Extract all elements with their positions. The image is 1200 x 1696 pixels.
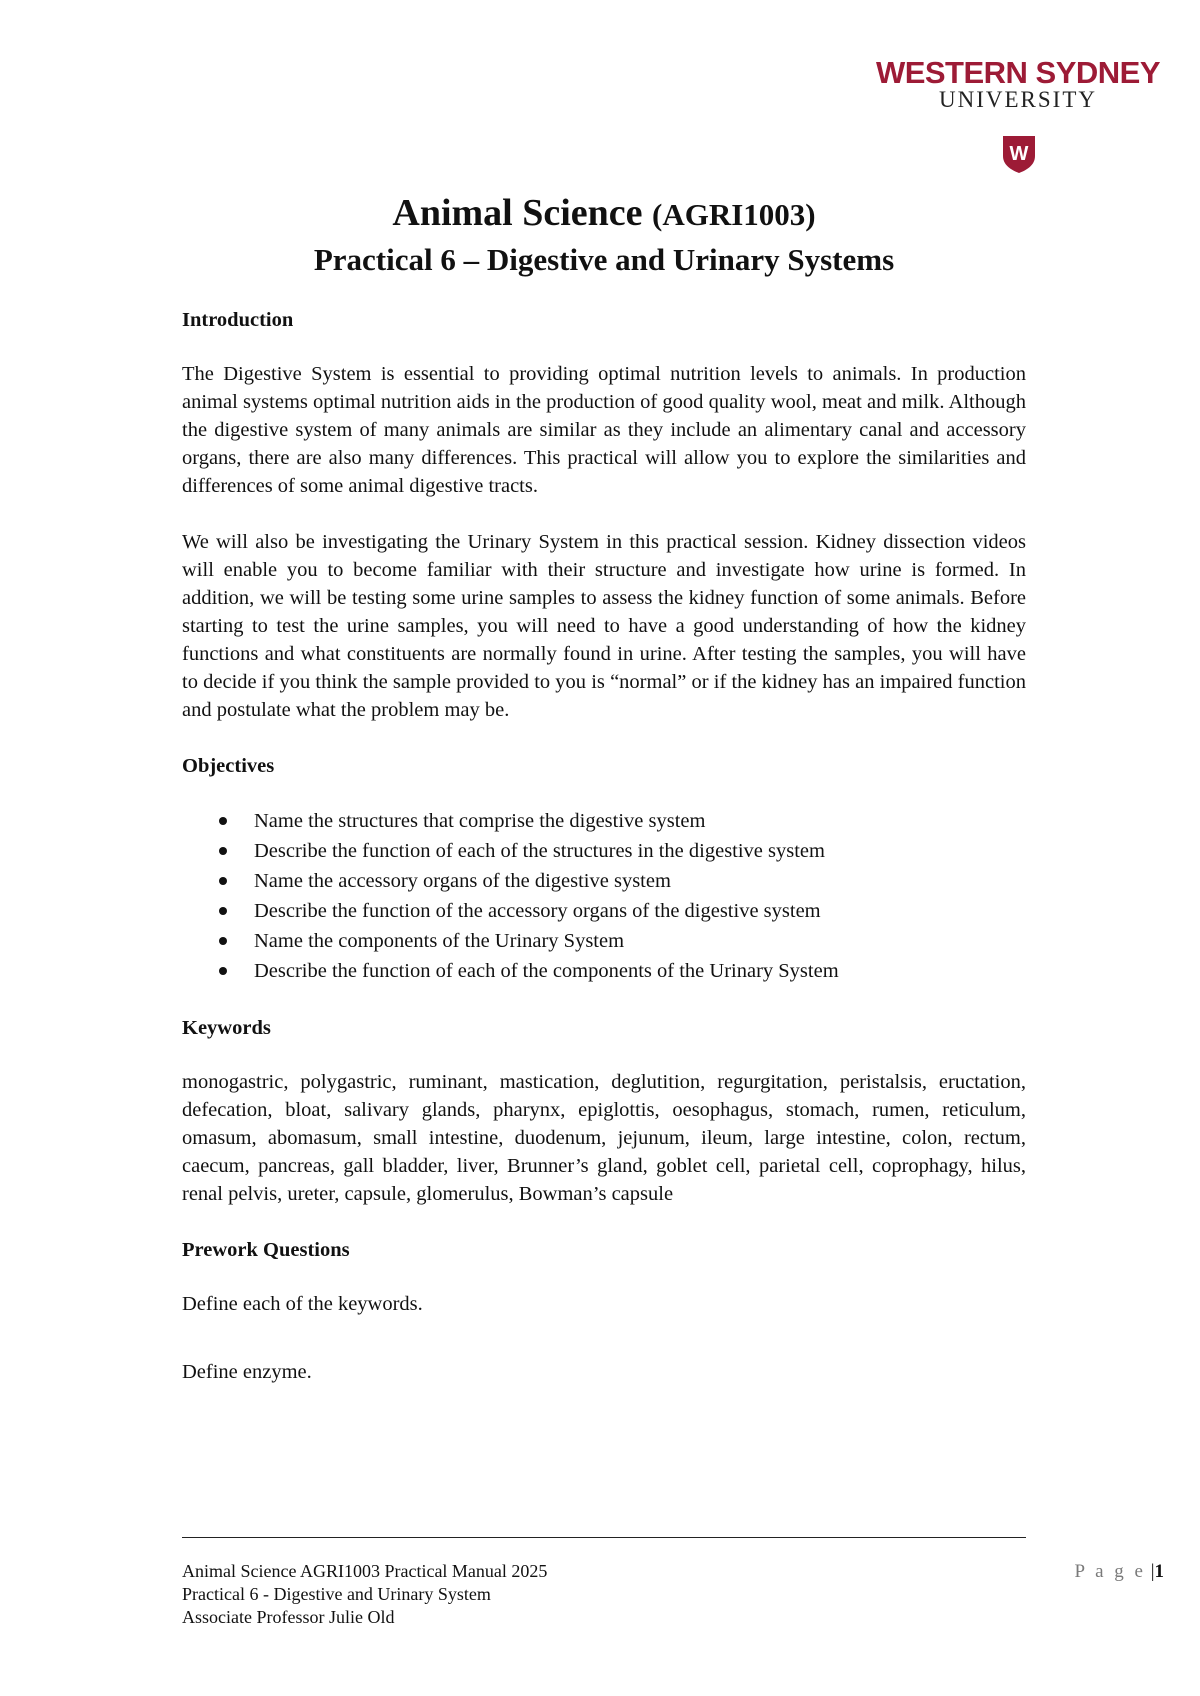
introduction-heading: Introduction <box>182 309 294 331</box>
introduction-paragraph: We will also be investigating the Urinary System in this practical session. Kidney dissection videos will enable you to become familiar with their structure and investigate how urine is formed. In addition, we will be testing some urine samples to assess the kidney function of some animals. Before starting to test the urine samples, you will need to have a good understanding of how the kidney functions and what constituents are normally found in urine. After testing the samples, you will have to decide if you think the sample provided to you is “normal” or if the kidney has an impaired function and postulate what the problem may be. <box>182 531 1026 721</box>
list-item: Name the components of the Urinary System <box>254 926 1026 956</box>
practical-subtitle: Practical 6 – Digestive and Urinary Systems <box>313 242 895 277</box>
footer <box>182 1560 1026 1629</box>
list-item: Describe the function of each of the components of the Urinary System <box>254 956 1026 986</box>
objectives-heading: Objectives <box>182 755 275 777</box>
logo-subtitle: UNIVERSITY <box>939 87 1097 112</box>
university-logo <box>868 56 1168 112</box>
page-number-value: 1 <box>1154 1561 1164 1582</box>
keywords-heading: Keywords <box>182 1017 271 1039</box>
list-item: Describe the function of the accessory organs of the digestive system <box>254 896 1026 926</box>
course-code: (AGRI1003) <box>652 197 816 232</box>
document-title <box>182 190 1026 238</box>
logo-wordmark: WESTERN SYDNEY <box>875 55 1161 90</box>
keywords-text: monogastric, polygastric, ruminant, mastication, deglutition, regurgitation, peristalsis, eructation, defecation, bloat, salivary glands, pharynx, epiglottis, oesophagus, stomach, rumen, reticulum, omasum, abomasum, small intestine, duodenum, jejunum, ileum, large intestine, colon, rectum, caecum, pancreas, gall bladder, liver, Brunner’s gland, goblet cell, parietal cell, coprophagy, hilus, renal pelvis, ureter, capsule, glomerulus, Bowman’s capsule <box>182 1071 1026 1205</box>
footer-practical-line: Practical 6 - Digestive and Urinary System <box>182 1584 491 1604</box>
prework-heading: Prework Questions <box>182 1239 350 1261</box>
document-body <box>182 306 1026 1414</box>
footer-divider <box>182 1537 1026 1538</box>
prework-question: Define each of the keywords. <box>182 1293 423 1315</box>
prework-question: Define enzyme. <box>182 1361 312 1383</box>
university-shield-icon <box>1001 134 1037 174</box>
footer-author-line: Associate Professor Julie Old <box>182 1607 395 1627</box>
shield-letter: W <box>1009 143 1029 165</box>
list-item: Describe the function of each of the structures in the digestive system <box>254 836 1026 866</box>
list-item: Name the structures that comprise the digestive system <box>254 806 1026 836</box>
objectives-list <box>182 806 1026 986</box>
page-separator: | <box>1150 1561 1155 1582</box>
list-item: Name the accessory organs of the digestive system <box>254 866 1026 896</box>
footer-manual-line: Animal Science AGRI1003 Practical Manual 2025 <box>182 1561 548 1581</box>
page-label: P a g e <box>1074 1561 1146 1582</box>
course-title: Animal Science <box>392 192 643 234</box>
introduction-paragraph: The Digestive System is essential to providing optimal nutrition levels to animals. In production animal systems optimal nutrition aids in the production of good quality wool, meat and milk. Although the digestive system of many animals are similar as they include an alimentary canal and accessory organs, there are also many differences. This practical will allow you to explore the similarities and differences of some animal digestive tracts. <box>182 363 1026 497</box>
page-number <box>1074 1560 1164 1583</box>
